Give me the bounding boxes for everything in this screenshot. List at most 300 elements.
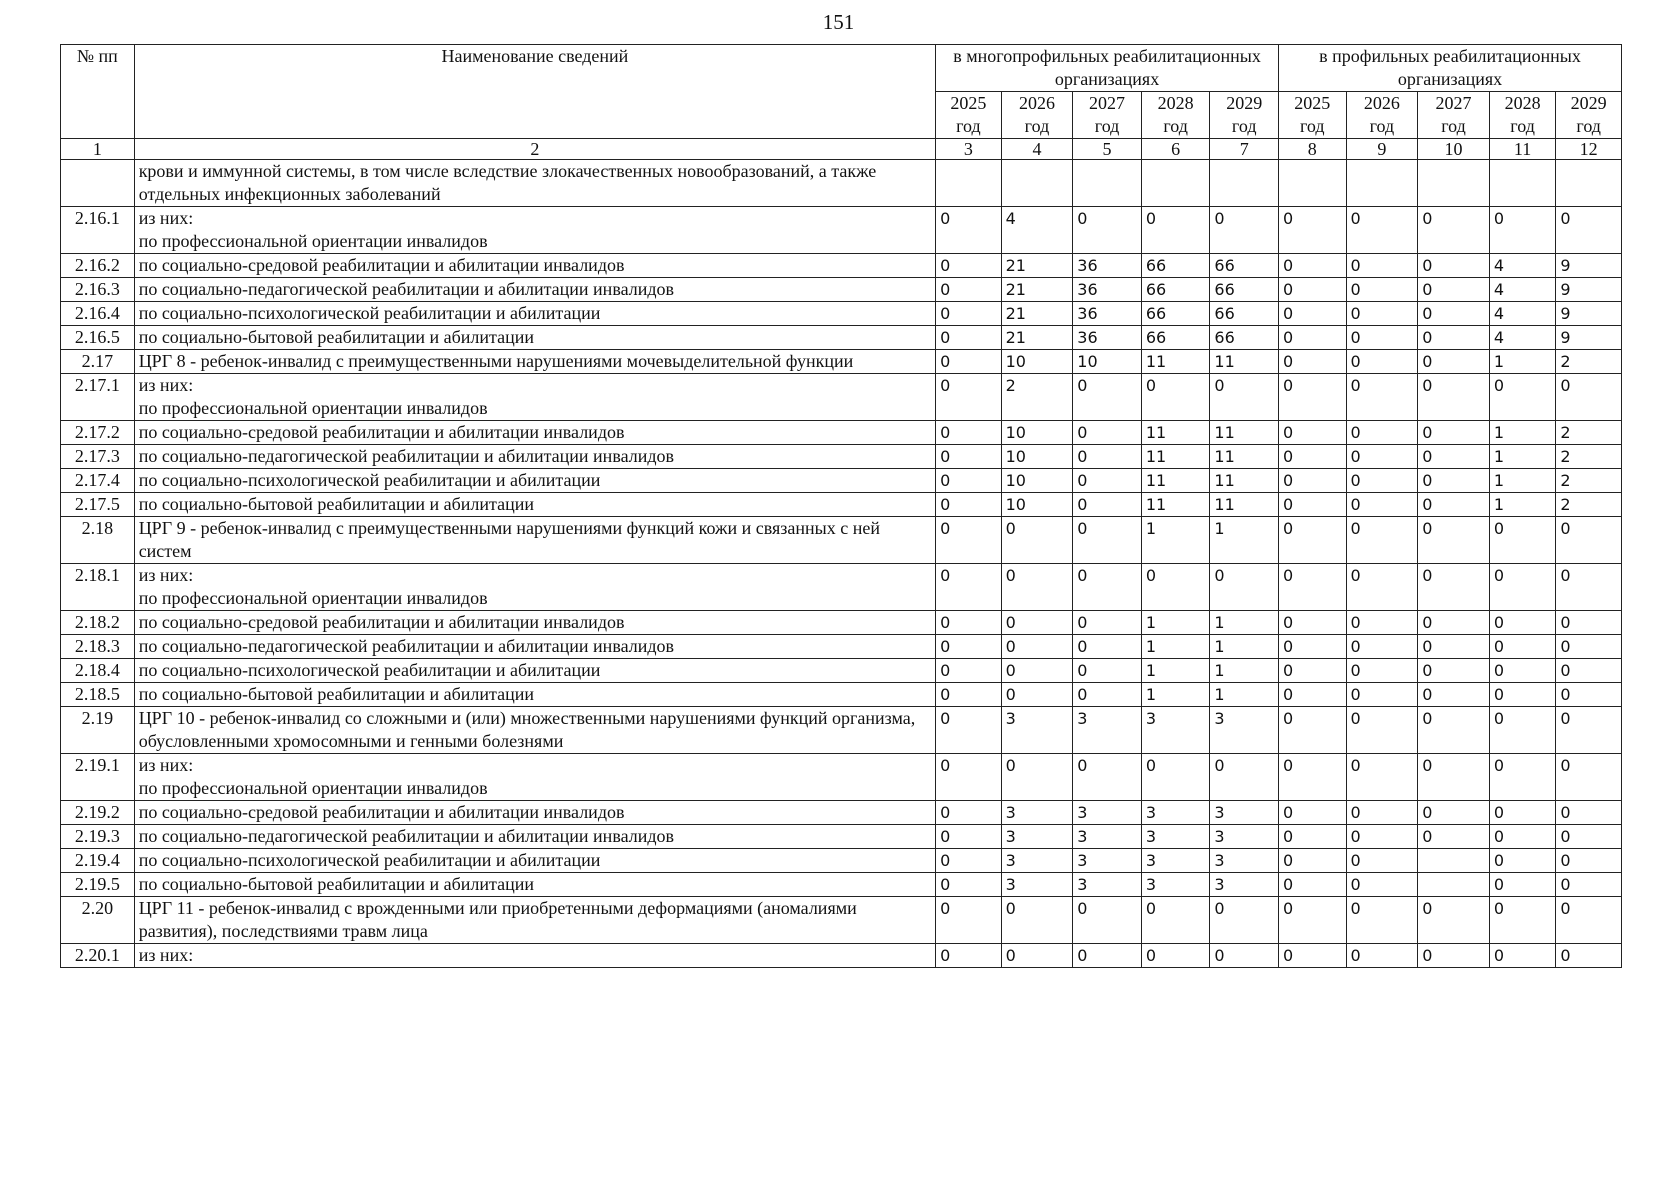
value-cell: 9 bbox=[1556, 326, 1622, 350]
value-cell: 0 bbox=[1489, 849, 1556, 873]
value-cell: 0 bbox=[1556, 611, 1622, 635]
value-cell: 0 bbox=[1418, 659, 1490, 683]
value-cell: 66 bbox=[1141, 278, 1210, 302]
value-cell: 3 bbox=[1210, 801, 1279, 825]
value-cell: 0 bbox=[1418, 754, 1490, 801]
value-cell: 10 bbox=[1001, 493, 1073, 517]
value-cell: 3 bbox=[1001, 849, 1073, 873]
value-cell: 0 bbox=[1346, 825, 1418, 849]
row-number: 2.17.5 bbox=[61, 493, 135, 517]
value-cell: 0 bbox=[1556, 707, 1622, 754]
row-name: ЦРГ 10 - ребенок-инвалид со сложными и (или) множественными нарушениями функций организма, обусловленными хромосомными и генными болезнями bbox=[134, 707, 935, 754]
value-cell: 0 bbox=[1073, 659, 1142, 683]
value-cell: 0 bbox=[1073, 897, 1142, 944]
value-cell: 0 bbox=[1418, 469, 1490, 493]
row-number: 2.20 bbox=[61, 897, 135, 944]
header-year: 2026 год bbox=[1001, 92, 1073, 139]
value-cell: 1 bbox=[1489, 421, 1556, 445]
table-row bbox=[61, 207, 1622, 254]
value-cell: 0 bbox=[1489, 374, 1556, 421]
value-cell: 0 bbox=[1073, 683, 1142, 707]
value-cell: 0 bbox=[1210, 564, 1279, 611]
value-cell: 0 bbox=[1489, 754, 1556, 801]
value-cell: 0 bbox=[1279, 849, 1347, 873]
value-cell bbox=[1418, 160, 1490, 207]
value-cell: 0 bbox=[1141, 754, 1210, 801]
value-cell: 0 bbox=[1556, 801, 1622, 825]
row-name: ЦРГ 9 - ребенок-инвалид с преимущественными нарушениями функций кожи и связанных с ней систем bbox=[134, 517, 935, 564]
value-cell: 0 bbox=[1489, 944, 1556, 968]
row-number: 2.16.1 bbox=[61, 207, 135, 254]
value-cell: 66 bbox=[1141, 254, 1210, 278]
value-cell: 3 bbox=[1001, 825, 1073, 849]
value-cell: 0 bbox=[1556, 897, 1622, 944]
row-number: 2.18.1 bbox=[61, 564, 135, 611]
table-row bbox=[61, 659, 1622, 683]
value-cell: 21 bbox=[1001, 302, 1073, 326]
value-cell: 11 bbox=[1141, 445, 1210, 469]
value-cell: 0 bbox=[1346, 801, 1418, 825]
value-cell: 0 bbox=[1489, 873, 1556, 897]
value-cell: 0 bbox=[1418, 825, 1490, 849]
value-cell: 0 bbox=[1073, 944, 1142, 968]
table-row bbox=[61, 611, 1622, 635]
value-cell: 0 bbox=[1001, 635, 1073, 659]
column-number: 7 bbox=[1210, 139, 1279, 160]
value-cell: 0 bbox=[936, 944, 1002, 968]
column-number: 4 bbox=[1001, 139, 1073, 160]
value-cell: 0 bbox=[1001, 517, 1073, 564]
header-num: № пп bbox=[61, 45, 135, 139]
value-cell: 0 bbox=[936, 897, 1002, 944]
value-cell: 3 bbox=[1073, 801, 1142, 825]
value-cell: 1 bbox=[1141, 611, 1210, 635]
table-row bbox=[61, 445, 1622, 469]
value-cell: 0 bbox=[936, 635, 1002, 659]
row-name: по социально-психологической реабилитации и абилитации bbox=[134, 849, 935, 873]
value-cell: 0 bbox=[1346, 849, 1418, 873]
table-row bbox=[61, 754, 1622, 801]
value-cell: 1 bbox=[1489, 493, 1556, 517]
value-cell: 0 bbox=[1418, 707, 1490, 754]
value-cell: 3 bbox=[1141, 849, 1210, 873]
value-cell: 0 bbox=[1073, 635, 1142, 659]
header-year: 2029 год bbox=[1556, 92, 1622, 139]
header-year: 2029 год bbox=[1210, 92, 1279, 139]
value-cell: 0 bbox=[936, 374, 1002, 421]
value-cell: 1 bbox=[1210, 517, 1279, 564]
row-name: по социально-средовой реабилитации и абилитации инвалидов bbox=[134, 254, 935, 278]
row-number: 2.18.3 bbox=[61, 635, 135, 659]
value-cell: 0 bbox=[1418, 564, 1490, 611]
value-cell: 11 bbox=[1210, 350, 1279, 374]
value-cell bbox=[1210, 160, 1279, 207]
row-number: 2.17.4 bbox=[61, 469, 135, 493]
value-cell: 0 bbox=[1346, 421, 1418, 445]
value-cell: 0 bbox=[1418, 635, 1490, 659]
row-name: по социально-педагогической реабилитации и абилитации инвалидов bbox=[134, 278, 935, 302]
row-number bbox=[61, 160, 135, 207]
value-cell: 0 bbox=[936, 517, 1002, 564]
row-name: по социально-средовой реабилитации и абилитации инвалидов bbox=[134, 611, 935, 635]
value-cell: 2 bbox=[1556, 469, 1622, 493]
value-cell: 9 bbox=[1556, 254, 1622, 278]
table-row bbox=[61, 897, 1622, 944]
value-cell: 9 bbox=[1556, 278, 1622, 302]
value-cell: 0 bbox=[1141, 374, 1210, 421]
value-cell: 0 bbox=[1279, 207, 1347, 254]
table-row bbox=[61, 683, 1622, 707]
value-cell: 3 bbox=[1141, 825, 1210, 849]
row-number: 2.19.1 bbox=[61, 754, 135, 801]
table-row bbox=[61, 254, 1622, 278]
value-cell: 36 bbox=[1073, 302, 1142, 326]
value-cell: 1 bbox=[1210, 683, 1279, 707]
value-cell: 0 bbox=[1346, 635, 1418, 659]
value-cell: 3 bbox=[1210, 849, 1279, 873]
value-cell: 66 bbox=[1210, 326, 1279, 350]
value-cell bbox=[1073, 160, 1142, 207]
value-cell: 3 bbox=[1073, 707, 1142, 754]
value-cell: 0 bbox=[1279, 421, 1347, 445]
table-row bbox=[61, 707, 1622, 754]
value-cell: 0 bbox=[1141, 897, 1210, 944]
value-cell: 0 bbox=[936, 207, 1002, 254]
table-row bbox=[61, 421, 1622, 445]
value-cell bbox=[1418, 873, 1490, 897]
value-cell: 11 bbox=[1210, 469, 1279, 493]
table-row bbox=[61, 493, 1622, 517]
value-cell: 0 bbox=[1073, 374, 1142, 421]
row-number: 2.16.4 bbox=[61, 302, 135, 326]
row-name: по социально-бытовой реабилитации и абилитации bbox=[134, 873, 935, 897]
value-cell: 2 bbox=[1001, 374, 1073, 421]
value-cell: 0 bbox=[936, 683, 1002, 707]
row-number: 2.19 bbox=[61, 707, 135, 754]
row-number: 2.16.2 bbox=[61, 254, 135, 278]
row-name: по социально-бытовой реабилитации и абилитации bbox=[134, 326, 935, 350]
value-cell: 0 bbox=[936, 564, 1002, 611]
value-cell: 11 bbox=[1141, 350, 1210, 374]
value-cell: 0 bbox=[1556, 825, 1622, 849]
value-cell: 2 bbox=[1556, 445, 1622, 469]
table-row bbox=[61, 801, 1622, 825]
value-cell: 3 bbox=[1210, 825, 1279, 849]
value-cell: 0 bbox=[1346, 350, 1418, 374]
page-number: 151 bbox=[822, 10, 855, 34]
value-cell: 0 bbox=[1279, 683, 1347, 707]
value-cell: 0 bbox=[1556, 517, 1622, 564]
value-cell: 0 bbox=[1418, 683, 1490, 707]
row-name: по социально-бытовой реабилитации и абилитации bbox=[134, 683, 935, 707]
value-cell: 0 bbox=[1210, 897, 1279, 944]
table-body bbox=[61, 160, 1622, 968]
value-cell: 0 bbox=[1418, 897, 1490, 944]
row-number: 2.18.4 bbox=[61, 659, 135, 683]
value-cell: 0 bbox=[1418, 801, 1490, 825]
value-cell: 0 bbox=[936, 326, 1002, 350]
value-cell: 0 bbox=[1346, 374, 1418, 421]
table-row bbox=[61, 278, 1622, 302]
row-name: по социально-средовой реабилитации и абилитации инвалидов bbox=[134, 421, 935, 445]
value-cell: 0 bbox=[1210, 754, 1279, 801]
row-number: 2.20.1 bbox=[61, 944, 135, 968]
row-name: из них: bbox=[134, 944, 935, 968]
value-cell: 1 bbox=[1141, 683, 1210, 707]
value-cell: 0 bbox=[1346, 445, 1418, 469]
row-number: 2.17.2 bbox=[61, 421, 135, 445]
column-number: 12 bbox=[1556, 139, 1622, 160]
row-number: 2.18 bbox=[61, 517, 135, 564]
value-cell: 0 bbox=[1141, 944, 1210, 968]
row-name: по социально-педагогической реабилитации и абилитации инвалидов bbox=[134, 445, 935, 469]
value-cell bbox=[1489, 160, 1556, 207]
value-cell: 10 bbox=[1001, 421, 1073, 445]
row-name: из них: по профессиональной ориентации инвалидов bbox=[134, 207, 935, 254]
header-group-profile: в профильных реабилитационных организациях bbox=[1279, 45, 1622, 92]
value-cell: 0 bbox=[1073, 611, 1142, 635]
row-number: 2.19.4 bbox=[61, 849, 135, 873]
value-cell: 1 bbox=[1210, 635, 1279, 659]
value-cell: 1 bbox=[1489, 469, 1556, 493]
value-cell: 0 bbox=[936, 278, 1002, 302]
value-cell: 0 bbox=[1346, 754, 1418, 801]
value-cell: 0 bbox=[1073, 493, 1142, 517]
row-number: 2.17.3 bbox=[61, 445, 135, 469]
column-number: 6 bbox=[1141, 139, 1210, 160]
value-cell: 11 bbox=[1141, 469, 1210, 493]
value-cell: 0 bbox=[1210, 207, 1279, 254]
table-row bbox=[61, 517, 1622, 564]
value-cell: 0 bbox=[1001, 754, 1073, 801]
column-number: 1 bbox=[61, 139, 135, 160]
value-cell: 3 bbox=[1073, 873, 1142, 897]
value-cell bbox=[1346, 160, 1418, 207]
value-cell: 0 bbox=[1279, 611, 1347, 635]
value-cell: 0 bbox=[1210, 374, 1279, 421]
value-cell: 0 bbox=[936, 873, 1002, 897]
row-number: 2.19.2 bbox=[61, 801, 135, 825]
column-number: 2 bbox=[134, 139, 935, 160]
header-year: 2025 год bbox=[1279, 92, 1347, 139]
column-number: 9 bbox=[1346, 139, 1418, 160]
row-number: 2.19.5 bbox=[61, 873, 135, 897]
value-cell: 0 bbox=[1279, 564, 1347, 611]
value-cell: 0 bbox=[1556, 659, 1622, 683]
value-cell: 36 bbox=[1073, 326, 1142, 350]
value-cell: 0 bbox=[1279, 445, 1347, 469]
value-cell: 0 bbox=[1418, 254, 1490, 278]
table-row bbox=[61, 849, 1622, 873]
value-cell: 0 bbox=[1279, 326, 1347, 350]
value-cell: 11 bbox=[1210, 445, 1279, 469]
table-row bbox=[61, 350, 1622, 374]
row-name: ЦРГ 11 - ребенок-инвалид с врожденными или приобретенными деформациями (аномалиями развития), последствиями травм лица bbox=[134, 897, 935, 944]
value-cell bbox=[1141, 160, 1210, 207]
value-cell: 0 bbox=[936, 302, 1002, 326]
value-cell: 0 bbox=[936, 707, 1002, 754]
value-cell: 0 bbox=[1279, 493, 1347, 517]
value-cell: 0 bbox=[1489, 207, 1556, 254]
value-cell: 11 bbox=[1210, 421, 1279, 445]
value-cell: 0 bbox=[1073, 754, 1142, 801]
column-number: 3 bbox=[936, 139, 1002, 160]
value-cell: 0 bbox=[1279, 350, 1347, 374]
value-cell: 0 bbox=[1346, 564, 1418, 611]
header-year: 2026 год bbox=[1346, 92, 1418, 139]
value-cell: 1 bbox=[1489, 350, 1556, 374]
table-row bbox=[61, 469, 1622, 493]
value-cell: 0 bbox=[1556, 873, 1622, 897]
value-cell: 0 bbox=[1489, 659, 1556, 683]
value-cell: 0 bbox=[1279, 801, 1347, 825]
value-cell: 10 bbox=[1001, 469, 1073, 493]
value-cell: 0 bbox=[1001, 897, 1073, 944]
table-row bbox=[61, 374, 1622, 421]
value-cell: 0 bbox=[1489, 707, 1556, 754]
value-cell: 0 bbox=[1346, 469, 1418, 493]
value-cell: 21 bbox=[1001, 254, 1073, 278]
value-cell: 0 bbox=[1346, 517, 1418, 564]
table-row bbox=[61, 326, 1622, 350]
value-cell: 0 bbox=[1279, 873, 1347, 897]
value-cell: 0 bbox=[1489, 801, 1556, 825]
value-cell: 0 bbox=[1418, 374, 1490, 421]
table-row bbox=[61, 160, 1622, 207]
row-name: из них: по профессиональной ориентации инвалидов bbox=[134, 754, 935, 801]
value-cell: 0 bbox=[1556, 944, 1622, 968]
value-cell: 0 bbox=[1279, 278, 1347, 302]
row-name: по социально-психологической реабилитации и абилитации bbox=[134, 302, 935, 326]
value-cell: 36 bbox=[1073, 278, 1142, 302]
value-cell: 66 bbox=[1210, 254, 1279, 278]
value-cell: 0 bbox=[1141, 207, 1210, 254]
value-cell: 0 bbox=[936, 754, 1002, 801]
value-cell: 1 bbox=[1489, 445, 1556, 469]
value-cell: 0 bbox=[1073, 469, 1142, 493]
value-cell: 0 bbox=[1279, 944, 1347, 968]
row-name: крови и иммунной системы, в том числе вследствие злокачественных новообразований, а также отдельных инфекционных заболеваний bbox=[134, 160, 935, 207]
value-cell: 0 bbox=[1556, 683, 1622, 707]
value-cell: 0 bbox=[1418, 421, 1490, 445]
value-cell: 0 bbox=[1346, 659, 1418, 683]
value-cell: 0 bbox=[1279, 659, 1347, 683]
value-cell: 0 bbox=[1346, 897, 1418, 944]
value-cell bbox=[1001, 160, 1073, 207]
value-cell: 0 bbox=[1346, 493, 1418, 517]
value-cell: 0 bbox=[936, 445, 1002, 469]
value-cell: 0 bbox=[1556, 754, 1622, 801]
value-cell: 0 bbox=[1418, 350, 1490, 374]
value-cell: 0 bbox=[1346, 207, 1418, 254]
value-cell: 1 bbox=[1141, 659, 1210, 683]
header-year: 2025 год bbox=[936, 92, 1002, 139]
value-cell: 0 bbox=[1418, 493, 1490, 517]
value-cell: 0 bbox=[1489, 683, 1556, 707]
value-cell: 1 bbox=[1141, 635, 1210, 659]
value-cell: 0 bbox=[1279, 374, 1347, 421]
value-cell: 3 bbox=[1210, 707, 1279, 754]
table-row bbox=[61, 635, 1622, 659]
value-cell: 0 bbox=[1279, 825, 1347, 849]
value-cell: 0 bbox=[1001, 611, 1073, 635]
value-cell: 66 bbox=[1210, 302, 1279, 326]
value-cell: 3 bbox=[1141, 707, 1210, 754]
value-cell: 0 bbox=[1489, 564, 1556, 611]
value-cell: 0 bbox=[936, 801, 1002, 825]
value-cell: 0 bbox=[1001, 659, 1073, 683]
value-cell: 0 bbox=[1489, 611, 1556, 635]
value-cell: 0 bbox=[936, 611, 1002, 635]
table-row bbox=[61, 825, 1622, 849]
value-cell: 0 bbox=[1279, 707, 1347, 754]
table-row bbox=[61, 564, 1622, 611]
value-cell: 0 bbox=[1346, 326, 1418, 350]
value-cell: 0 bbox=[1001, 564, 1073, 611]
value-cell: 0 bbox=[1418, 445, 1490, 469]
header-row-column-numbers bbox=[61, 139, 1622, 160]
value-cell: 0 bbox=[1556, 207, 1622, 254]
value-cell: 0 bbox=[1346, 254, 1418, 278]
value-cell: 0 bbox=[1001, 944, 1073, 968]
value-cell: 0 bbox=[1489, 517, 1556, 564]
value-cell: 0 bbox=[1073, 517, 1142, 564]
row-name: по социально-психологической реабилитации и абилитации bbox=[134, 659, 935, 683]
value-cell: 0 bbox=[936, 493, 1002, 517]
value-cell: 0 bbox=[1489, 897, 1556, 944]
row-name: из них: по профессиональной ориентации инвалидов bbox=[134, 374, 935, 421]
value-cell: 66 bbox=[1210, 278, 1279, 302]
value-cell: 0 bbox=[1001, 683, 1073, 707]
value-cell: 3 bbox=[1001, 707, 1073, 754]
value-cell: 0 bbox=[1556, 374, 1622, 421]
value-cell: 0 bbox=[1418, 326, 1490, 350]
row-name: по социально-бытовой реабилитации и абилитации bbox=[134, 493, 935, 517]
row-number: 2.16.5 bbox=[61, 326, 135, 350]
header-row-groups bbox=[61, 45, 1622, 92]
value-cell: 0 bbox=[1073, 421, 1142, 445]
value-cell: 0 bbox=[1418, 944, 1490, 968]
header-year: 2028 год bbox=[1141, 92, 1210, 139]
value-cell: 11 bbox=[1141, 421, 1210, 445]
value-cell: 0 bbox=[936, 421, 1002, 445]
column-number: 11 bbox=[1489, 139, 1556, 160]
value-cell: 0 bbox=[1418, 207, 1490, 254]
value-cell: 2 bbox=[1556, 493, 1622, 517]
value-cell: 0 bbox=[1279, 302, 1347, 326]
row-number: 2.16.3 bbox=[61, 278, 135, 302]
value-cell: 0 bbox=[936, 659, 1002, 683]
value-cell: 3 bbox=[1141, 873, 1210, 897]
column-number: 10 bbox=[1418, 139, 1490, 160]
value-cell: 0 bbox=[1346, 302, 1418, 326]
value-cell: 0 bbox=[1073, 207, 1142, 254]
value-cell: 0 bbox=[1279, 254, 1347, 278]
value-cell: 0 bbox=[1346, 873, 1418, 897]
row-name: ЦРГ 8 - ребенок-инвалид с преимущественными нарушениями мочевыделительной функции bbox=[134, 350, 935, 374]
value-cell: 0 bbox=[1073, 445, 1142, 469]
value-cell: 2 bbox=[1556, 421, 1622, 445]
value-cell: 0 bbox=[1418, 302, 1490, 326]
value-cell: 0 bbox=[936, 350, 1002, 374]
value-cell: 3 bbox=[1210, 873, 1279, 897]
value-cell: 11 bbox=[1210, 493, 1279, 517]
row-number: 2.18.5 bbox=[61, 683, 135, 707]
value-cell: 0 bbox=[1418, 517, 1490, 564]
value-cell: 3 bbox=[1001, 873, 1073, 897]
value-cell: 0 bbox=[1346, 278, 1418, 302]
row-name: из них: по профессиональной ориентации инвалидов bbox=[134, 564, 935, 611]
